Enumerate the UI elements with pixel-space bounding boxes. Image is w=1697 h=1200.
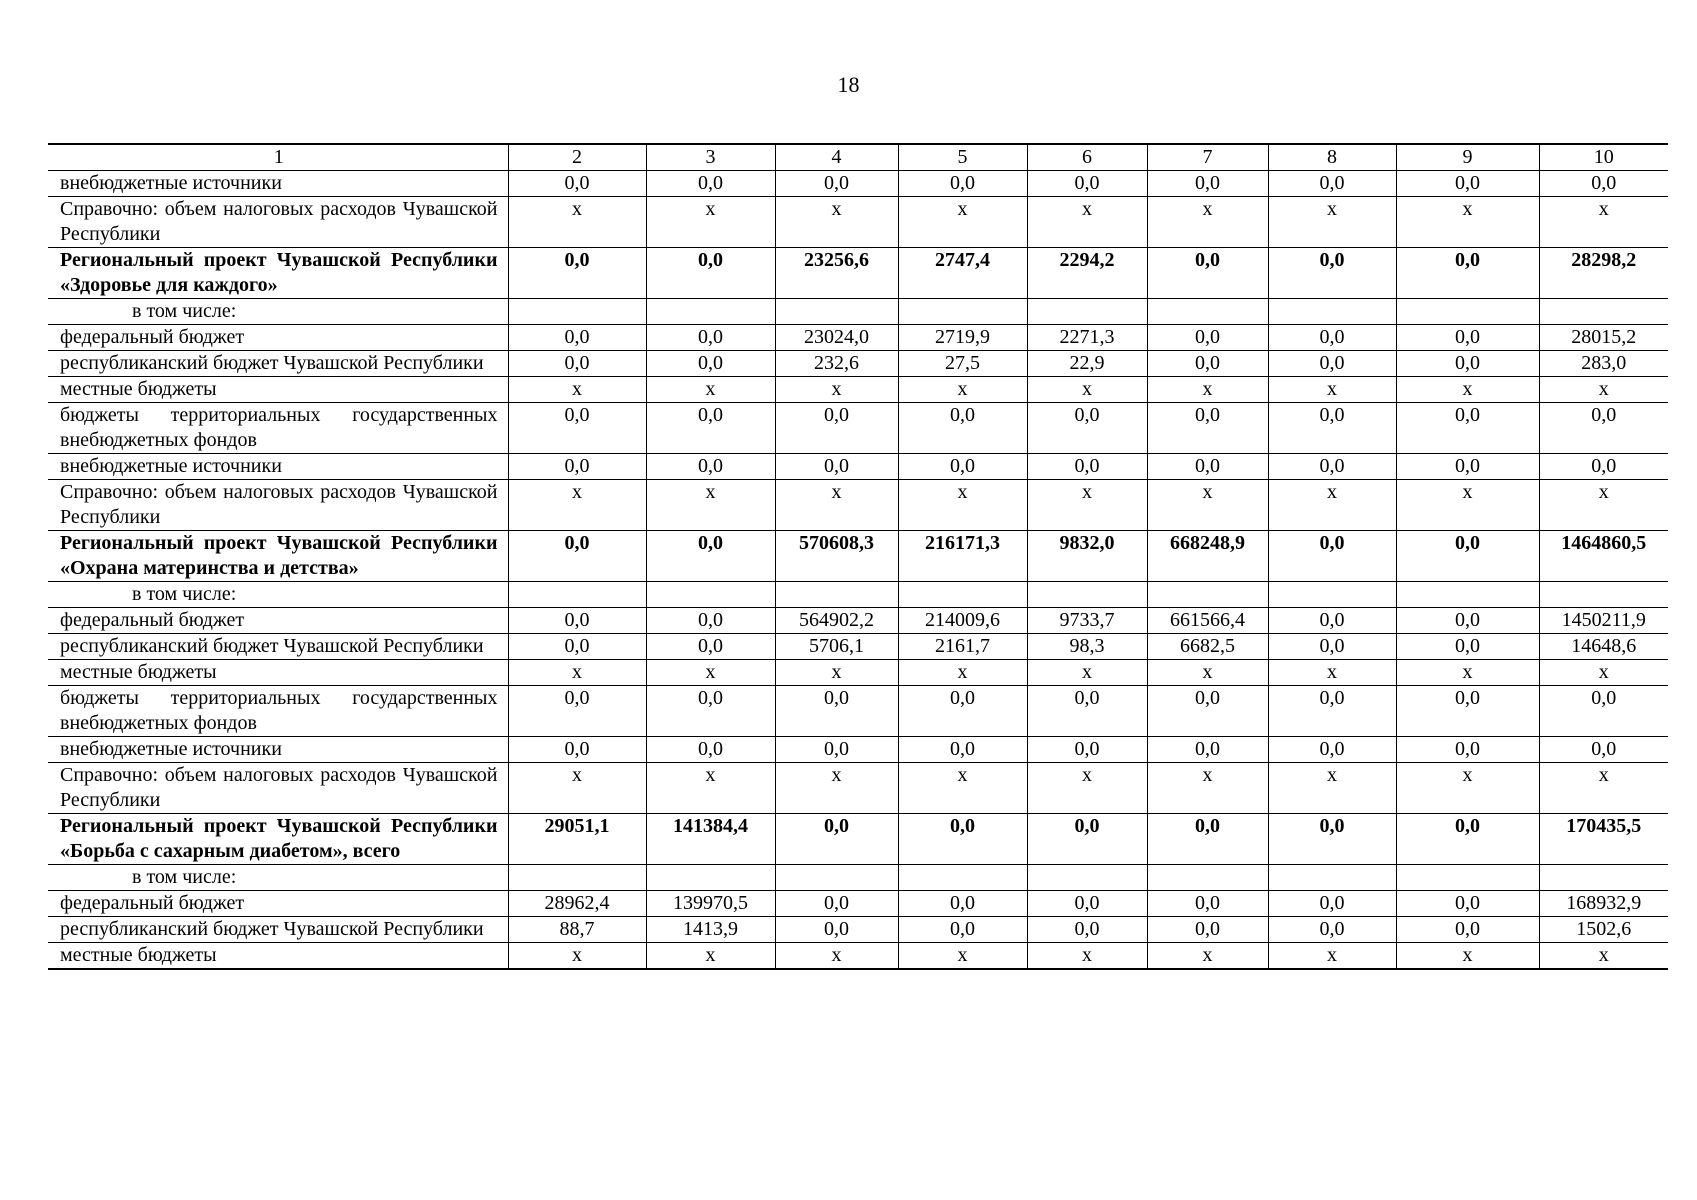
value-cell: 0,0 <box>646 403 775 454</box>
value-cell: 0,0 <box>1268 917 1396 943</box>
value-cell: 0,0 <box>1396 531 1539 582</box>
table-row <box>48 917 1668 943</box>
value-cell: 0,0 <box>898 454 1027 480</box>
value-cell: 0,0 <box>1027 737 1147 763</box>
value-cell: 1413,9 <box>646 917 775 943</box>
row-label-cell: республиканский бюджет Чувашской Республики <box>48 634 508 660</box>
header-cell: 10 <box>1539 144 1668 171</box>
value-cell: 0,0 <box>1268 737 1396 763</box>
value-cell: 2161,7 <box>898 634 1027 660</box>
budget-table <box>48 143 1668 970</box>
row-label-cell: в том числе: <box>48 865 508 891</box>
row-label-cell: местные бюджеты <box>48 943 508 970</box>
value-cell: 168932,9 <box>1539 891 1668 917</box>
value-cell: 0,0 <box>1027 891 1147 917</box>
value-cell: 1502,6 <box>1539 917 1668 943</box>
value-cell: 0,0 <box>508 171 646 197</box>
value-cell: x <box>1147 377 1268 403</box>
value-cell: 0,0 <box>775 917 898 943</box>
value-cell: 170435,5 <box>1539 814 1668 865</box>
value-cell: 27,5 <box>898 351 1027 377</box>
value-cell: 6682,5 <box>1147 634 1268 660</box>
value-cell: 0,0 <box>508 634 646 660</box>
value-cell: 0,0 <box>1268 814 1396 865</box>
value-cell <box>898 865 1027 891</box>
value-cell: 0,0 <box>898 171 1027 197</box>
value-cell <box>1539 582 1668 608</box>
row-label-cell: местные бюджеты <box>48 660 508 686</box>
row-label-cell: местные бюджеты <box>48 377 508 403</box>
table-row <box>48 737 1668 763</box>
value-cell: 0,0 <box>508 531 646 582</box>
value-cell: 0,0 <box>1147 891 1268 917</box>
row-label-cell: в том числе: <box>48 582 508 608</box>
table-row <box>48 351 1668 377</box>
value-cell: 0,0 <box>1396 325 1539 351</box>
value-cell: 0,0 <box>775 686 898 737</box>
value-cell: 2719,9 <box>898 325 1027 351</box>
value-cell: 0,0 <box>646 248 775 299</box>
value-cell: x <box>508 943 646 970</box>
value-cell: 0,0 <box>646 171 775 197</box>
value-cell: 0,0 <box>508 686 646 737</box>
value-cell: x <box>1027 763 1147 814</box>
value-cell: 0,0 <box>775 737 898 763</box>
value-cell: 28962,4 <box>508 891 646 917</box>
value-cell: 0,0 <box>1027 171 1147 197</box>
value-cell: 570608,3 <box>775 531 898 582</box>
header-cell: 2 <box>508 144 646 171</box>
table-row <box>48 454 1668 480</box>
row-label-cell: в том числе: <box>48 299 508 325</box>
value-cell: x <box>1396 660 1539 686</box>
value-cell: 214009,6 <box>898 608 1027 634</box>
value-cell: 0,0 <box>1396 686 1539 737</box>
value-cell: 0,0 <box>646 325 775 351</box>
row-label-cell: федеральный бюджет <box>48 608 508 634</box>
value-cell: 28298,2 <box>1539 248 1668 299</box>
value-cell: x <box>898 480 1027 531</box>
value-cell: x <box>1147 480 1268 531</box>
value-cell <box>1268 582 1396 608</box>
table-header-row <box>48 144 1668 171</box>
value-cell: x <box>1027 480 1147 531</box>
page-number: 18 <box>837 72 860 97</box>
value-cell: 661566,4 <box>1147 608 1268 634</box>
value-cell <box>646 299 775 325</box>
table-row <box>48 171 1668 197</box>
value-cell: x <box>508 377 646 403</box>
row-label-cell: внебюджетные источники <box>48 171 508 197</box>
value-cell <box>1027 865 1147 891</box>
value-cell: x <box>775 377 898 403</box>
value-cell: x <box>898 197 1027 248</box>
value-cell: 1464860,5 <box>1539 531 1668 582</box>
table-row <box>48 634 1668 660</box>
value-cell: x <box>508 197 646 248</box>
value-cell: x <box>1147 197 1268 248</box>
value-cell: 0,0 <box>1539 737 1668 763</box>
value-cell: x <box>508 480 646 531</box>
value-cell: 0,0 <box>1147 686 1268 737</box>
value-cell: 0,0 <box>646 686 775 737</box>
value-cell: 0,0 <box>508 325 646 351</box>
value-cell: 232,6 <box>775 351 898 377</box>
value-cell: x <box>1268 377 1396 403</box>
value-cell: x <box>646 480 775 531</box>
value-cell <box>1268 865 1396 891</box>
value-cell: x <box>1396 943 1539 970</box>
value-cell: x <box>1539 660 1668 686</box>
value-cell: x <box>646 763 775 814</box>
row-label-cell: внебюджетные источники <box>48 454 508 480</box>
value-cell: 0,0 <box>1539 403 1668 454</box>
table-row <box>48 763 1668 814</box>
table-row <box>48 480 1668 531</box>
value-cell: 29051,1 <box>508 814 646 865</box>
value-cell: 0,0 <box>508 403 646 454</box>
value-cell: 0,0 <box>898 737 1027 763</box>
value-cell: x <box>898 943 1027 970</box>
row-label-cell: Справочно: объем налоговых расходов Чувашской Республики <box>48 763 508 814</box>
value-cell: x <box>1027 660 1147 686</box>
row-label-cell: Региональный проект Чувашской Республики «Здоровье для каждого» <box>48 248 508 299</box>
row-label-cell: Региональный проект Чувашской Республики «Борьба с сахарным диабетом», всего <box>48 814 508 865</box>
value-cell: x <box>1027 377 1147 403</box>
value-cell: 0,0 <box>1396 634 1539 660</box>
header-cell: 9 <box>1396 144 1539 171</box>
value-cell: 0,0 <box>1268 351 1396 377</box>
value-cell: 0,0 <box>1268 531 1396 582</box>
value-cell: 0,0 <box>898 686 1027 737</box>
value-cell: 0,0 <box>1268 454 1396 480</box>
value-cell <box>1268 299 1396 325</box>
table-row <box>48 686 1668 737</box>
value-cell <box>508 582 646 608</box>
table-row <box>48 403 1668 454</box>
header-cell: 1 <box>48 144 508 171</box>
table-row <box>48 531 1668 582</box>
value-cell: 0,0 <box>646 608 775 634</box>
value-cell: x <box>775 943 898 970</box>
value-cell: 0,0 <box>775 891 898 917</box>
value-cell: 0,0 <box>508 248 646 299</box>
table-row <box>48 377 1668 403</box>
table-row <box>48 197 1668 248</box>
row-label-cell: республиканский бюджет Чувашской Республики <box>48 351 508 377</box>
table-row <box>48 608 1668 634</box>
value-cell: 0,0 <box>646 531 775 582</box>
value-cell <box>646 865 775 891</box>
value-cell: x <box>1268 943 1396 970</box>
value-cell: 0,0 <box>1268 325 1396 351</box>
row-label-cell: федеральный бюджет <box>48 891 508 917</box>
value-cell: x <box>775 763 898 814</box>
table-row <box>48 865 1668 891</box>
value-cell <box>1396 582 1539 608</box>
value-cell: 0,0 <box>646 737 775 763</box>
value-cell: x <box>646 660 775 686</box>
value-cell: 564902,2 <box>775 608 898 634</box>
value-cell <box>1147 299 1268 325</box>
value-cell: x <box>1027 197 1147 248</box>
value-cell: 0,0 <box>898 891 1027 917</box>
value-cell: 28015,2 <box>1539 325 1668 351</box>
value-cell: x <box>1539 480 1668 531</box>
value-cell: 5706,1 <box>775 634 898 660</box>
value-cell <box>1539 865 1668 891</box>
value-cell: x <box>1268 480 1396 531</box>
value-cell: 0,0 <box>1147 325 1268 351</box>
value-cell: 0,0 <box>775 814 898 865</box>
value-cell <box>898 582 1027 608</box>
value-cell: 0,0 <box>898 814 1027 865</box>
value-cell: 141384,4 <box>646 814 775 865</box>
value-cell: x <box>1539 943 1668 970</box>
value-cell: x <box>1396 480 1539 531</box>
value-cell: 14648,6 <box>1539 634 1668 660</box>
value-cell: 0,0 <box>1147 917 1268 943</box>
value-cell <box>775 865 898 891</box>
value-cell: x <box>1268 763 1396 814</box>
value-cell: 23256,6 <box>775 248 898 299</box>
value-cell: x <box>1268 197 1396 248</box>
value-cell <box>898 299 1027 325</box>
value-cell: 0,0 <box>1396 403 1539 454</box>
header-cell: 5 <box>898 144 1027 171</box>
value-cell: x <box>1396 197 1539 248</box>
value-cell: 0,0 <box>646 634 775 660</box>
value-cell: 0,0 <box>508 351 646 377</box>
value-cell: x <box>1396 377 1539 403</box>
value-cell: 0,0 <box>1396 248 1539 299</box>
value-cell: x <box>1539 377 1668 403</box>
value-cell: 0,0 <box>1147 454 1268 480</box>
value-cell: 0,0 <box>1027 917 1147 943</box>
value-cell: 0,0 <box>1147 814 1268 865</box>
value-cell: 0,0 <box>1027 403 1147 454</box>
table-row <box>48 660 1668 686</box>
value-cell: 9832,0 <box>1027 531 1147 582</box>
value-cell: 0,0 <box>1268 171 1396 197</box>
value-cell: 139970,5 <box>646 891 775 917</box>
value-cell: 1450211,9 <box>1539 608 1668 634</box>
table-row <box>48 891 1668 917</box>
row-label-cell: республиканский бюджет Чувашской Республики <box>48 917 508 943</box>
row-label-cell: бюджеты территориальных государственных внебюджетных фондов <box>48 403 508 454</box>
value-cell: 0,0 <box>1268 686 1396 737</box>
value-cell: 0,0 <box>646 454 775 480</box>
value-cell <box>1396 299 1539 325</box>
value-cell: 0,0 <box>1027 686 1147 737</box>
value-cell: x <box>1539 763 1668 814</box>
header-cell: 4 <box>775 144 898 171</box>
value-cell: 0,0 <box>1396 454 1539 480</box>
value-cell: 0,0 <box>1268 891 1396 917</box>
value-cell: 0,0 <box>1396 608 1539 634</box>
value-cell: 668248,9 <box>1147 531 1268 582</box>
header-cell: 8 <box>1268 144 1396 171</box>
value-cell: x <box>646 943 775 970</box>
value-cell <box>1147 865 1268 891</box>
value-cell: x <box>898 660 1027 686</box>
row-label-cell: Региональный проект Чувашской Республики «Охрана материнства и детства» <box>48 531 508 582</box>
row-label-cell: Справочно: объем налоговых расходов Чувашской Республики <box>48 197 508 248</box>
value-cell <box>1027 299 1147 325</box>
value-cell <box>775 299 898 325</box>
header-cell: 7 <box>1147 144 1268 171</box>
row-label-cell: Справочно: объем налоговых расходов Чувашской Республики <box>48 480 508 531</box>
row-label-cell: бюджеты территориальных государственных внебюджетных фондов <box>48 686 508 737</box>
table-row <box>48 299 1668 325</box>
row-label-cell: федеральный бюджет <box>48 325 508 351</box>
value-cell <box>775 582 898 608</box>
value-cell: 0,0 <box>1396 917 1539 943</box>
value-cell: 22,9 <box>1027 351 1147 377</box>
value-cell: 0,0 <box>1027 454 1147 480</box>
value-cell: x <box>898 377 1027 403</box>
value-cell: 98,3 <box>1027 634 1147 660</box>
value-cell <box>1027 582 1147 608</box>
value-cell: 0,0 <box>1396 737 1539 763</box>
row-label-cell: внебюджетные источники <box>48 737 508 763</box>
value-cell: 0,0 <box>1396 171 1539 197</box>
value-cell: x <box>775 480 898 531</box>
value-cell <box>646 582 775 608</box>
value-cell: 216171,3 <box>898 531 1027 582</box>
value-cell: 0,0 <box>1268 248 1396 299</box>
value-cell: 0,0 <box>1027 814 1147 865</box>
value-cell: x <box>508 763 646 814</box>
header-cell: 6 <box>1027 144 1147 171</box>
value-cell: 0,0 <box>1147 171 1268 197</box>
value-cell <box>1147 582 1268 608</box>
value-cell: 0,0 <box>1539 171 1668 197</box>
value-cell: 0,0 <box>1147 248 1268 299</box>
value-cell: 0,0 <box>898 917 1027 943</box>
value-cell: x <box>1147 943 1268 970</box>
value-cell: 0,0 <box>1268 608 1396 634</box>
value-cell: 0,0 <box>1539 686 1668 737</box>
value-cell: 0,0 <box>1396 891 1539 917</box>
value-cell: 9733,7 <box>1027 608 1147 634</box>
value-cell: 0,0 <box>508 454 646 480</box>
value-cell <box>1396 865 1539 891</box>
value-cell: 0,0 <box>1147 351 1268 377</box>
value-cell: 0,0 <box>1396 351 1539 377</box>
value-cell: 23024,0 <box>775 325 898 351</box>
value-cell: 2747,4 <box>898 248 1027 299</box>
table-row <box>48 248 1668 299</box>
value-cell: x <box>1147 763 1268 814</box>
table-row <box>48 814 1668 865</box>
value-cell: 0,0 <box>1268 634 1396 660</box>
value-cell: 2294,2 <box>1027 248 1147 299</box>
value-cell: x <box>646 377 775 403</box>
value-cell: 0,0 <box>508 737 646 763</box>
value-cell: x <box>1027 943 1147 970</box>
value-cell: x <box>1147 660 1268 686</box>
value-cell: 88,7 <box>508 917 646 943</box>
value-cell <box>1539 299 1668 325</box>
table-row <box>48 943 1668 970</box>
value-cell: 0,0 <box>1268 403 1396 454</box>
table-row <box>48 325 1668 351</box>
table-body <box>48 144 1668 969</box>
value-cell: 0,0 <box>508 608 646 634</box>
value-cell: x <box>508 660 646 686</box>
value-cell: x <box>898 763 1027 814</box>
value-cell: 0,0 <box>775 403 898 454</box>
value-cell: x <box>1268 660 1396 686</box>
value-cell: 0,0 <box>775 454 898 480</box>
value-cell: 2271,3 <box>1027 325 1147 351</box>
value-cell: 0,0 <box>1396 814 1539 865</box>
header-cell: 3 <box>646 144 775 171</box>
value-cell: 0,0 <box>1539 454 1668 480</box>
value-cell: 0,0 <box>646 351 775 377</box>
value-cell: x <box>1396 763 1539 814</box>
value-cell: x <box>775 197 898 248</box>
value-cell: x <box>775 660 898 686</box>
value-cell: 0,0 <box>1147 403 1268 454</box>
value-cell: x <box>1539 197 1668 248</box>
value-cell: 0,0 <box>898 403 1027 454</box>
value-cell <box>508 865 646 891</box>
value-cell: 0,0 <box>775 171 898 197</box>
table-row <box>48 582 1668 608</box>
value-cell <box>508 299 646 325</box>
value-cell: x <box>646 197 775 248</box>
value-cell: 0,0 <box>1147 737 1268 763</box>
value-cell: 283,0 <box>1539 351 1668 377</box>
